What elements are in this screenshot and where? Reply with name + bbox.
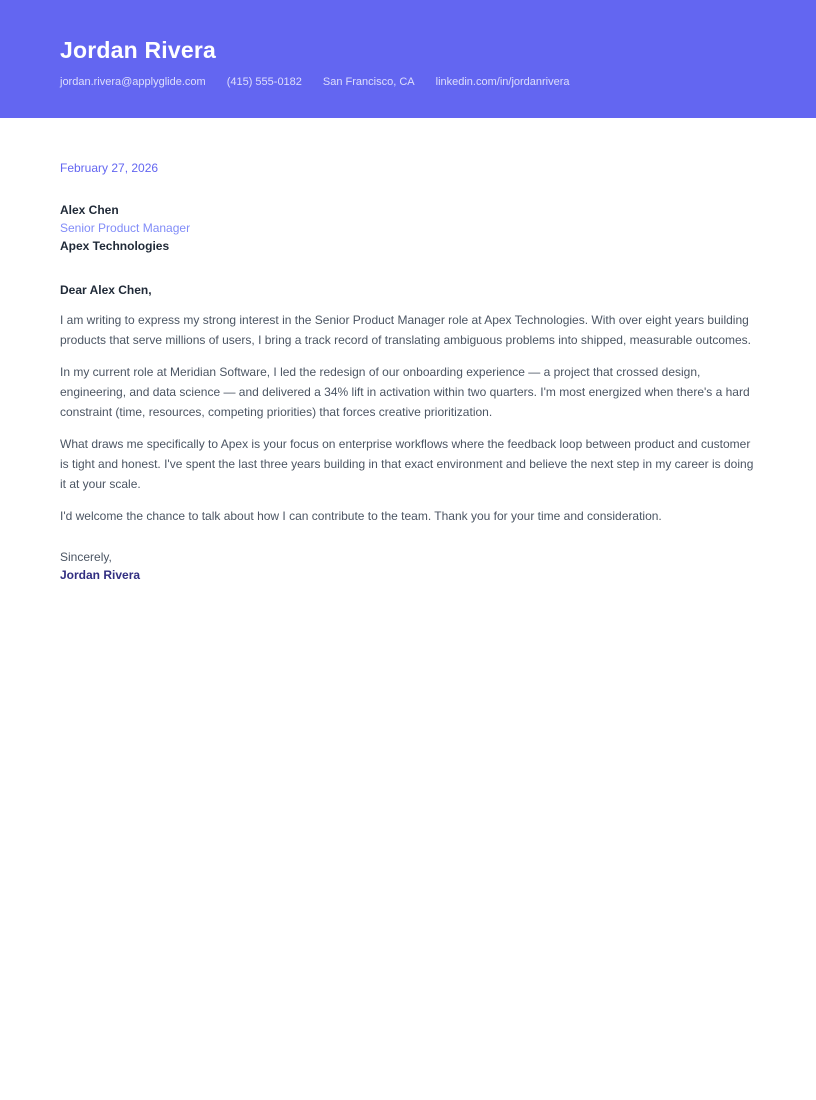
- letter-paragraph: What draws me specifically to Apex is your focus on enterprise workflows where the feedback loop between product and customer is tight and honest. I've spent the last three years building in that exact environment and believe the next step in my career is doing it at your scale.: [60, 437, 754, 491]
- contact-row: [60, 76, 756, 88]
- letter-body: [0, 118, 816, 584]
- letter-paragraph: In my current role at Meridian Software, I led the redesign of our onboarding experience — a project that crossed design, engineering, and data science — and delivered a 34% lift in activation within two quarters. I'm most energized when there's a hard constraint (time, resources, competing priorities) that forces creative prioritization.: [60, 365, 750, 419]
- contact-linkedin: linkedin.com/in/jordanrivera: [435, 76, 570, 89]
- signature-name: Jordan Rivera: [60, 568, 141, 582]
- closing-line: Sincerely,: [60, 550, 112, 564]
- closing-block: [60, 548, 758, 584]
- recipient-title: Senior Product Manager: [60, 221, 191, 235]
- letter-paragraph: I'd welcome the chance to talk about how I can contribute to the team. Thank you for your time and consideration.: [60, 509, 662, 523]
- page-title: Jordan Rivera: [60, 37, 216, 63]
- letter-content: [60, 161, 758, 584]
- contact-email: jordan.rivera@applyglide.com: [60, 76, 206, 89]
- recipient-block: [60, 201, 758, 255]
- letter-paragraph: I am writing to express my strong interest in the Senior Product Manager role at Apex Technologies. With over eight years building products that serve millions of users, I bring a track record of translating ambiguous problems into shipped, measurable outcomes.: [60, 313, 752, 347]
- recipient-name: Alex Chen: [60, 203, 119, 217]
- letter-date: February 27, 2026: [60, 161, 159, 175]
- salutation: Dear Alex Chen,: [60, 283, 152, 297]
- contact-phone: (415) 555-0182: [226, 76, 302, 89]
- letter-header: [0, 0, 816, 118]
- contact-location: San Francisco, CA: [322, 76, 415, 89]
- recipient-company: Apex Technologies: [60, 239, 170, 253]
